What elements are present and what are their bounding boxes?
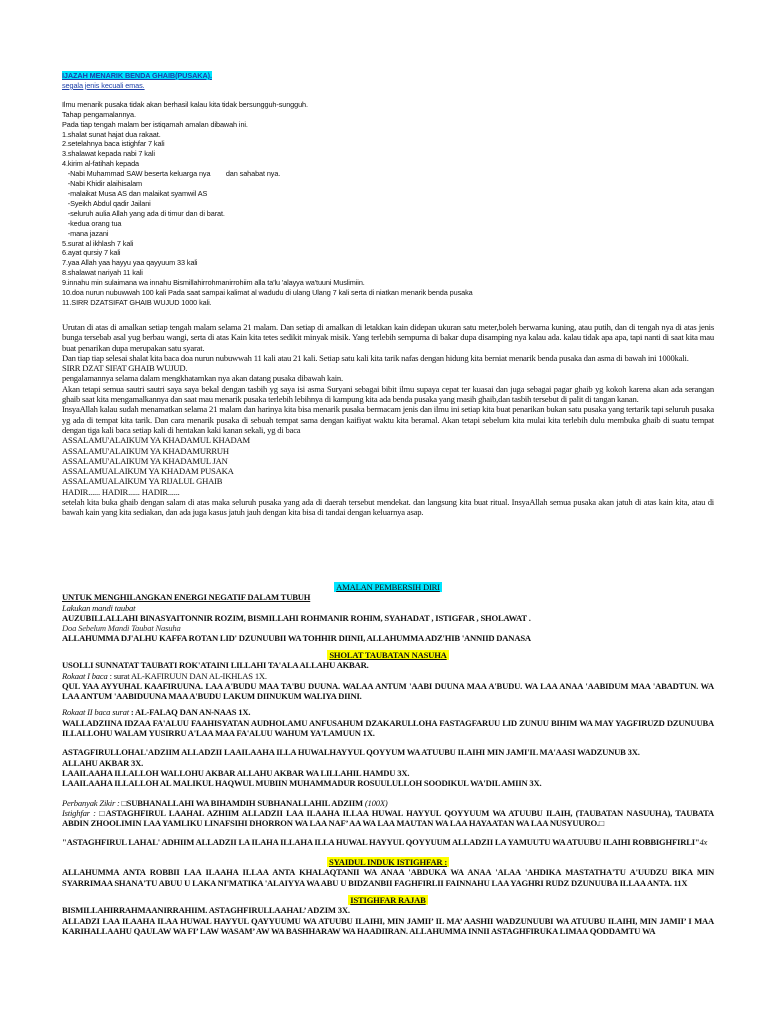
- after-sholat-line: ALLAHU AKBAR 3X.: [62, 757, 144, 768]
- ijazah-step: -Syeikh Abdul qadir Jailani: [62, 198, 151, 208]
- amalan-line: Lakukan mandi taubat: [62, 602, 136, 613]
- after-sholat-line: ASTAGFIRULLOHAL'ADZIIM ALLADZII LAAILAAHA ILLA HUWALHAYYUL QOYYUM WA ATUUBU ILAIHI MIN JAMI'IL MA'AASI WADZUNUB 3X.: [62, 747, 640, 758]
- ijazah-step: Ilmu menarik pusaka tidak akan berhasil kalau kita tidak bersungguh-sungguh.: [62, 99, 308, 109]
- ijazah-step: Pada tiap tengah malam ber istiqamah amalan dibawah ini.: [62, 119, 248, 129]
- ijazah-step: 11.SIRR DZATSIFAT GHAIB WUJUD 1000 kali.: [62, 297, 212, 307]
- rokaat-2: Rokaat II baca surat : AL-FALAQ DAN AN-NAAS 1X.: [62, 707, 251, 718]
- syaidul-text: ALLAHUMMA ANTA ROBBII LAA ILAAHA ILLAA ANTA KHALAQTANII WA ANAA 'ABDUKA WA ANAA 'ALAA 'AHDIKA MASTATHA'TU A'UUDZU BIKA MIN SYARRIMAA SHANA'TU ABUU U LAKA NI'MATIKA 'ALAIYYA WA ABU U BIDZANBII FAGHFIRLII FAINNAHU LAA YAGHRI RUDZ DZUNUUBA ILLAA ANTA. 11X: [62, 867, 714, 888]
- salam-line: ASSALAMU'ALAIKUM YA KHADAMUL KHADAM: [62, 435, 250, 446]
- ijazah-steps: [62, 100, 714, 308]
- salam-list: [62, 435, 714, 497]
- rajab-heading: ISTIGHFAR RAJAB: [350, 895, 426, 905]
- ijazah-step: -Nabi Khidir alaihisalam: [62, 179, 143, 189]
- after-sholat-line: LAAILAAHA ILLALLOH AL MALIKUL HAQWUL MUBIIN MUHAMMADUR ROSUULULLOH SOODIKUL WA'DIL AMIIN 3X.: [62, 778, 542, 789]
- section-amalan-pembersih: [62, 582, 714, 644]
- paragraph: pengalamannya selama dalam mengkhatamkan nya akan datang pusaka dibawah kain.: [62, 373, 343, 384]
- amalan-line: AUZUBILLALLAHI BINASYAITONNIR ROZIM, BISMILLAHI ROHMANIR ROHIM, SYAHADAT , ISTIGFAR , SHOLAWAT .: [62, 612, 531, 623]
- ijazah-step: 5.surat al ikhlash 7 kali: [62, 238, 134, 248]
- paragraph: setelah kita buka ghaib dengan salam di atas maka seluruh pusaka yang ada di daerah tersebut mendekat. dan langsung kita buat ritual. InsyaAllah semua pusaka akan jatuh di atas kain kita, atau di bawah kain yang kita sediakan, dan ada juga kasus jatuh jauh dengan kita bisa di tandai dengan keluarnya asap.: [62, 497, 714, 518]
- paragraph: Urutan di atas di amalkan setiap tengah malam selama 21 malam. Dan setiap di amalkan di letakkan kain didepan ukuran satu meter,boleh berwarna kuning, atau putih, dan di tengah nya di atas jenis bunga tersebab asal yug berbau wangi, serta di atas Kain kita tetes sedikit minyak misik. Yang terlebih sempurna di bakar dupa disamping nya kalau ada. kalau tidak apa apa, tapi nanti di saat kita mau buat penarikan dupa merupakan satu syarat.: [62, 322, 714, 353]
- ijazah-step: 2.setelahnya baca istighfar 7 kali: [62, 139, 165, 149]
- ijazah-step: 10.doa nurun nubuwwah 100 kali Pada saat sampai kalimat al wadudu di ulang Ulang 7 kali serta di niatkan menarik benda pusaka: [62, 288, 473, 298]
- sholat-line: USOLLI SUNNATAT TAUBATI ROK'ATAINI LILLAHI TA'ALA ALLAHU AKBAR.: [62, 660, 369, 671]
- ijazah-step: -Nabi Muhammad SAW beserta keluarga nya dan sahabat nya.: [62, 169, 281, 179]
- salam-line: ASSALAMU'ALAIKUM YA KHADAMURRUH: [62, 445, 229, 456]
- ijazah-step: 7.yaa Allah yaa hayyu yaa qayyuum 33 kali: [62, 258, 198, 268]
- section-instructions: [62, 322, 714, 518]
- ijazah-step: -mana jazani: [62, 228, 109, 238]
- ijazah-step: 4.kirim al-fatihah kepada: [62, 159, 139, 169]
- ijazah-step: Tahap pengamalannya.: [62, 109, 136, 119]
- after-sholat-list: [62, 747, 714, 788]
- ijazah-step: -seluruh aulia Allah yang ada di timur dan di barat.: [62, 208, 225, 218]
- ijazah-step: 6.ayat qursiy 7 kali: [62, 248, 121, 258]
- section-ijazah: [62, 71, 714, 308]
- rokaat-2-text: WALLADZIINA IDZAA FA'ALUU FAAHISYATAN AUDHOLAMU ANFUSAHUM DZAKARULLOHA FASTAGFARUU LID ZUNUU BIHIM WA MAY YAGFIRUZD DZUNUUBA ILLALLOHU WALAM YUSIRRU A'LAA MAA FA'ALUU WAHUM YA'LAMUUN 1X.: [62, 717, 714, 739]
- salam-line: ASSALAMU'ALAIKUM YA KHADAMUL JAN: [62, 455, 228, 466]
- ijazah-step: 3.shalawat kepada nabi 7 kali: [62, 149, 155, 159]
- amalan-heading: AMALAN PEMBERSIH DIRI: [336, 582, 440, 592]
- ijazah-step: 1.shalat sunat hajat dua rakaat.: [62, 129, 161, 139]
- rokaat-1: Rokaat I baca : surat AL-KAFIRUUN DAN AL-IKHLAS 1X.: [62, 670, 267, 681]
- paragraph: InsyaAllah kalau sudah menamatkan selama 21 malam dan harinya kita bisa menarik pusaka bermacam jenis dan ilmu ini setiap kita buat penarikan bukan satu pusaka yang tertarik tapi seluruh pusaka yg ada di tempat kita tarik. Dan cara menarik pusaka di sebuah tempat sama dengan kaifiyat waktu kita beramal. Akan tetapi sebelum kita mulai kita terlebih dulu membuka ghaib di suatu tempat dengan tiga kali baca setiap kali di hentakan kaki kanan sekali, yg di baca: [62, 404, 714, 435]
- ijazah-step: 8.shalawat nariyah 11 kali: [62, 268, 143, 278]
- sholat-heading: SHOLAT TAUBATAN NASUHA: [329, 650, 447, 660]
- syaidul-heading: SYAIDUL INDUK ISTIGHFAR :: [329, 857, 447, 867]
- rajab-line: BISMILLAHIRRAHMAANIRRAHIIM. ASTAGHFIRULLAAHAL’ ADZIM 3X.: [62, 905, 350, 916]
- ijazah-step: -kedua orang tua: [62, 218, 122, 228]
- amalan-line: ALLAHUMMA DJ'ALHU KAFFA ROTAN LID' DZUNUUBII WA TOHHIR DIINII, ALLAHUMMA ADZ'HIB 'ANNIID DANASA: [62, 633, 531, 644]
- paragraph: Dan tiap tiap selesai shalat kita baca doa nurun nubuwwah 11 kali atau 21 kali. Setiap satu kali kita tarik nafas dengan hidung kita berniat menarik benda pusaka dan asma di bawah ini 1000kali.: [62, 352, 689, 363]
- ijazah-subtitle: segala jenis kecuali emas.: [62, 80, 145, 90]
- ijazah-title: IJAZAH MENARIK BENDA GHAIB(PUSAKA).: [62, 71, 212, 80]
- istighfar-line: Istighfar : □ASTAGHFIRUL LAAHAL AZHIIM ALLADZII LAA ILAAHA ILLAA HUWAL HAYYUL QOYYUUM WA ATUUBU ILAIH, (TAUBATAN NASUUHA), TAUBATA ABDIN ZHOOLIMIN LAA YAMLIKU LINAFSIHI DHORRON WA LAA NAF’ AA WA LAA MAUTAN WA LAA HAYAATAN WA LAA NUSYUURO.□: [62, 807, 715, 829]
- salam-line: ASSALAMUALAIKUM YA KHADAM PUSAKA: [62, 466, 234, 477]
- section-syaidul-istighfar: [62, 857, 714, 888]
- section-istighfar-rajab: [62, 895, 714, 936]
- rokaat-1-text: QUL YAA AYYUHAL KAAFIRUUNA. LAA A'BUDU MAA TA'BU DUUNA. WALAA ANTUM 'AABI DUUNA MAA A'BUDU. WA LAA ANAA 'AABIDUM MAA 'ABADTUN. WA LAA ANTUM 'AABIDUUNA MAA A'BUDU LAKUM DIINUKUM WALIYA DIINI.: [62, 680, 714, 702]
- zikir-line: Perbanyak Zikir : □SUBHANALLAHI WA BIHAMDIH SUBHANALLAHIL ADZIIM (100X): [62, 797, 388, 808]
- quote-line: "ASTAGHFIRUL LAHAL' ADHIIM ALLADZII LA ILAHA ILLAHA ILLA HUWAL HAYYUL QOYYUUM ALLADZII LA YAMUUTU WA ATUUBU ILAIHI ROBBIGHFIRLI"4x: [62, 837, 708, 848]
- paragraph: SIRR DZAT SIFAT GHAIB WUJUD.: [62, 363, 188, 374]
- section-sholat-taubat: [62, 650, 714, 848]
- salam-line: HADIR...... HADIR...... HADIR......: [62, 486, 180, 497]
- rajab-text: ALLADZI LAA ILAAHA ILAA HUWAL HAYYUL QAYYUUMU WA ATUUBU ILAIHI, MIN JAMII’ IL MA’ AASHII WADZUNUUBI WA ATUUBU ILAIHI, MIN JAMII’ I MAA KARIHALLAAHU QAULAW WA FI’ LAW WASAM’ AW WA BASHHARAW WA HAADIIRAN. ALLAHUMMA INNII ASTAGHFIRUKA LIMAA QODDAMTU WA: [62, 915, 714, 936]
- amalan-line: Doa Sebelum Mandi Taubat Nasuha: [62, 623, 181, 634]
- salam-line: ASSALAMUALAIKUM YA RIJALUL GHAIB: [62, 476, 223, 487]
- paragraph: Akan tetapi semua sautri sautri saya saya bekal dengan tasbih yg saya isi asma Suryani sebagai bibit ilmu supaya cepat ter kuasai dan juga sebagai pagar ghaib yg kokoh karena akan ada serangan ghaib saat kita mengamalkannya dan saat mau menarik pusaka terlebih lebihnya di kampung kita ada benda pusaka yang masih ghaib,dan tasbih tersebut di palit di tangan kanan.: [62, 383, 714, 405]
- ijazah-step: -malaikat Musa AS dan malaikat syamwil AS: [62, 188, 208, 198]
- after-sholat-line: LAAILAAHA ILLALLOH WALLOHU AKBAR ALLAHU AKBAR WA LILLAHIL HAMDU 3X.: [62, 767, 410, 778]
- ijazah-step: 9.innahu min sulaimana wa innahu Bismillahirrohmanirrohiim alla ta'lu 'alayya wa'tuuni Muslimiin.: [62, 278, 365, 288]
- amalan-line: UNTUK MENGHILANGKAN ENERGI NEGATIF DALAM TUBUH: [62, 592, 311, 603]
